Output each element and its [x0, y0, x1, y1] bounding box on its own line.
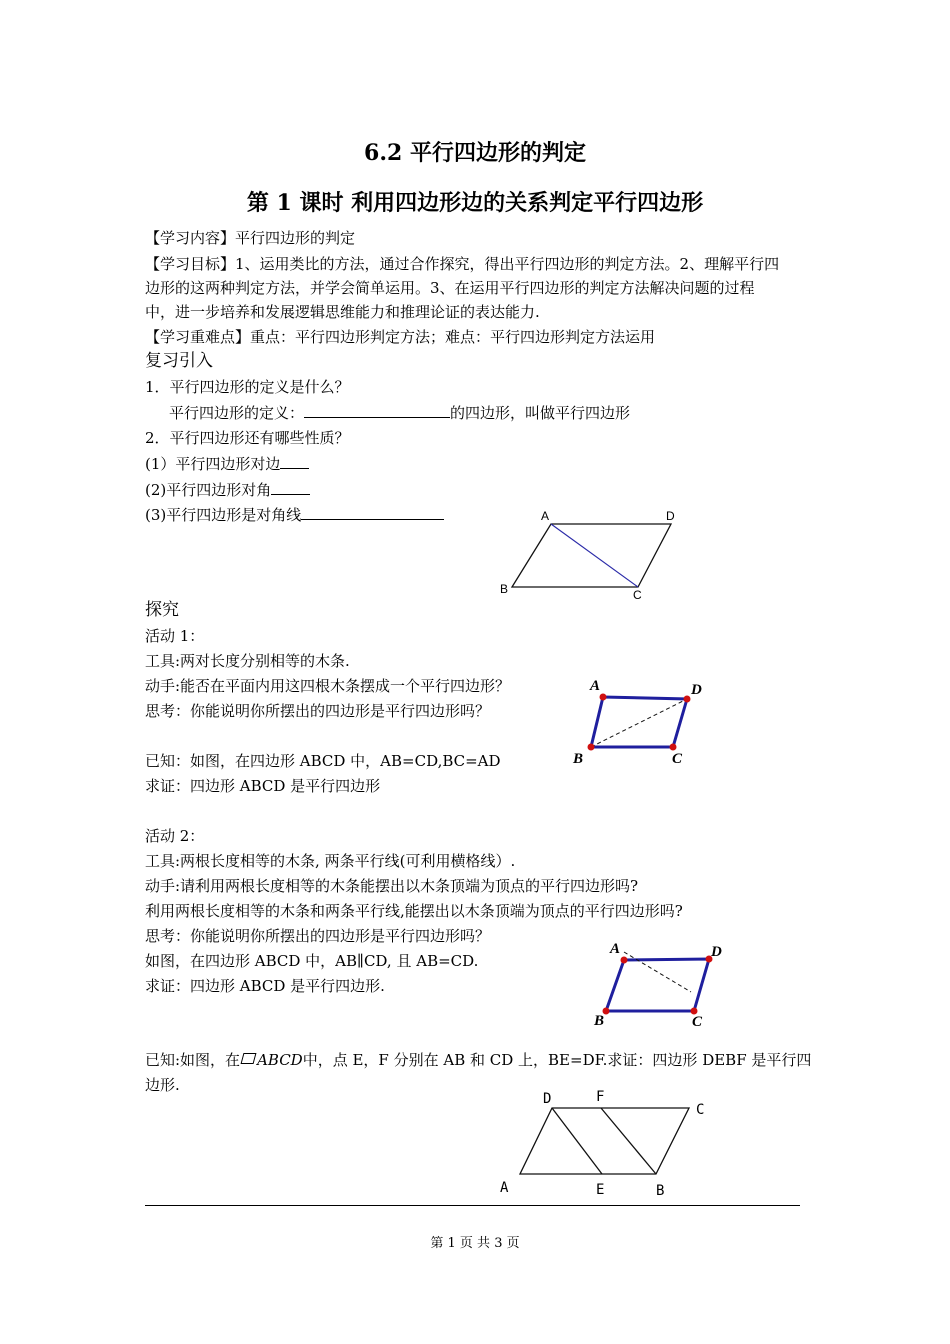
property-2-blank[interactable]	[271, 479, 310, 495]
exercise-suffix: 中，点 E，F 分别在 AB 和 CD 上，BE=DF.求证：四边形 DEBF 是平行四	[302, 1051, 812, 1069]
fig4-parallelogram	[520, 1108, 689, 1174]
fig2-point-b	[588, 744, 595, 751]
property-1	[145, 453, 309, 474]
fig2-diagonal-bd	[591, 699, 687, 747]
definition-prefix: 平行四边形的定义：	[169, 404, 305, 422]
activity-2-think: 思考：你能说明你所摆出的四边形是平行四边形吗？	[145, 927, 491, 945]
learning-content: 【学习内容】平行四边形的判定	[145, 229, 356, 247]
activity-1-tool: 工具:两对长度分别相等的木条.	[145, 652, 350, 670]
activity-2-tool: 工具:两根长度相等的木条, 两条平行线(可利用横格线）.	[145, 852, 516, 870]
objective-line-1: 【学习目标】1、运用类比的方法，通过合作探究，得出平行四边形的判定方法。2、理解平行四	[145, 255, 780, 273]
key-points: 【学习重难点】重点：平行四边形判定方法；难点：平行四边形判定方法运用	[145, 328, 656, 346]
fig1-label-d: D	[666, 509, 675, 523]
figure-activity-1	[570, 675, 720, 775]
fig2-label-b: B	[573, 751, 584, 767]
fig2-point-c	[670, 744, 677, 751]
activity-2-given: 如图，在四边形 ABCD 中，AB∥CD, 且 AB=CD.	[145, 952, 479, 970]
definition-blank[interactable]	[304, 402, 450, 418]
property-2	[145, 479, 310, 500]
fig1-diagonal-ac	[551, 524, 638, 587]
activity-1-think: 思考：你能说明你所摆出的四边形是平行四边形吗？	[145, 702, 491, 720]
explore-heading: 探究	[145, 600, 179, 620]
activity-1-hands: 动手:能否在平面内用这四根木条摆成一个平行四边形？	[145, 677, 511, 695]
page-footer: 第 1 页 共 3 页	[430, 1236, 520, 1251]
review-q1: 1．平行四边形的定义是什么？	[145, 378, 350, 396]
definition-suffix: 的四边形，叫做平行四边形	[450, 404, 631, 422]
fig2-label-a: A	[590, 678, 601, 694]
property-3-text: (3)平行四边形是对角线	[145, 506, 302, 524]
fig1-label-c: C	[633, 588, 642, 602]
activity-2-hands: 动手:请利用两根长度相等的木条能摆出以木条顶端为顶点的平行四边形吗?	[145, 877, 639, 895]
exercise-line-1	[145, 1050, 811, 1070]
fig4-label-e: E	[596, 1182, 605, 1198]
fig1-label-b: B	[500, 582, 509, 596]
property-3	[145, 504, 444, 525]
fig3-label-c: C	[692, 1014, 703, 1030]
figure-parallelogram-diagonal	[500, 508, 690, 603]
fig2-label-d: D	[691, 682, 702, 698]
fig3-point-a	[621, 957, 628, 964]
objective-line-3: 中，进一步培养和发展逻辑思维能力和推理论证的表达能力.	[145, 303, 540, 321]
fig1-label-a: A	[541, 509, 550, 523]
exercise-abcd: ABCD	[257, 1051, 303, 1069]
activity-1-prove: 求证：四边形 ABCD 是平行四边形	[145, 777, 381, 795]
fig3-label-b: B	[594, 1013, 605, 1029]
objective-line-2: 边形的这两种判定方法，并学会简单运用。3、在运用平行四边形的判定方法解决问题的过程	[145, 279, 755, 297]
activity-2-title: 活动 2：	[145, 827, 205, 845]
page-title: 6.2 平行四边形的判定	[364, 140, 586, 166]
fig4-label-d: D	[543, 1091, 552, 1107]
property-1-blank[interactable]	[280, 453, 309, 469]
review-heading: 复习引入	[145, 351, 213, 371]
activity-2-prove: 求证：四边形 ABCD 是平行四边形.	[145, 977, 385, 995]
activity-1-title: 活动 1：	[145, 627, 205, 645]
footer-divider	[145, 1205, 800, 1206]
fig4-label-b: B	[656, 1183, 665, 1199]
fig4-segment-fb	[601, 1108, 656, 1174]
figure-activity-2	[585, 935, 735, 1035]
fig4-label-c: C	[696, 1102, 705, 1118]
property-2-text: (2)平行四边形对角	[145, 481, 272, 499]
fig4-segment-de	[552, 1108, 602, 1174]
fig1-parallelogram	[512, 524, 671, 587]
fig4-label-a: A	[500, 1180, 509, 1196]
review-q2: 2．平行四边形还有哪些性质？	[145, 429, 350, 447]
property-1-text: (1）平行四边形对边	[145, 455, 281, 473]
activity-1-given: 已知：如图，在四边形 ABCD 中，AB=CD,BC=AD	[145, 752, 501, 770]
fig3-label-d: D	[711, 944, 722, 960]
definition-line	[169, 402, 630, 423]
fig4-label-f: F	[596, 1089, 605, 1105]
lesson-subtitle: 第 1 课时 利用四边形边的关系判定平行四边形	[246, 190, 704, 216]
exercise-prefix: 已知:如图，在	[145, 1051, 241, 1069]
parallelogram-symbol-icon	[241, 1053, 257, 1064]
activity-2-question: 利用两根长度相等的木条和两条平行线,能摆出以木条顶端为顶点的平行四边形吗?	[145, 902, 683, 920]
fig2-point-a	[600, 694, 607, 701]
fig3-quadrilateral	[606, 959, 709, 1011]
exercise-line-2: 边形.	[145, 1076, 180, 1094]
figure-exercise	[495, 1085, 725, 1205]
property-3-blank[interactable]	[301, 504, 444, 520]
fig2-point-d	[684, 696, 691, 703]
fig2-label-c: C	[672, 751, 683, 767]
fig3-label-a: A	[610, 941, 621, 957]
